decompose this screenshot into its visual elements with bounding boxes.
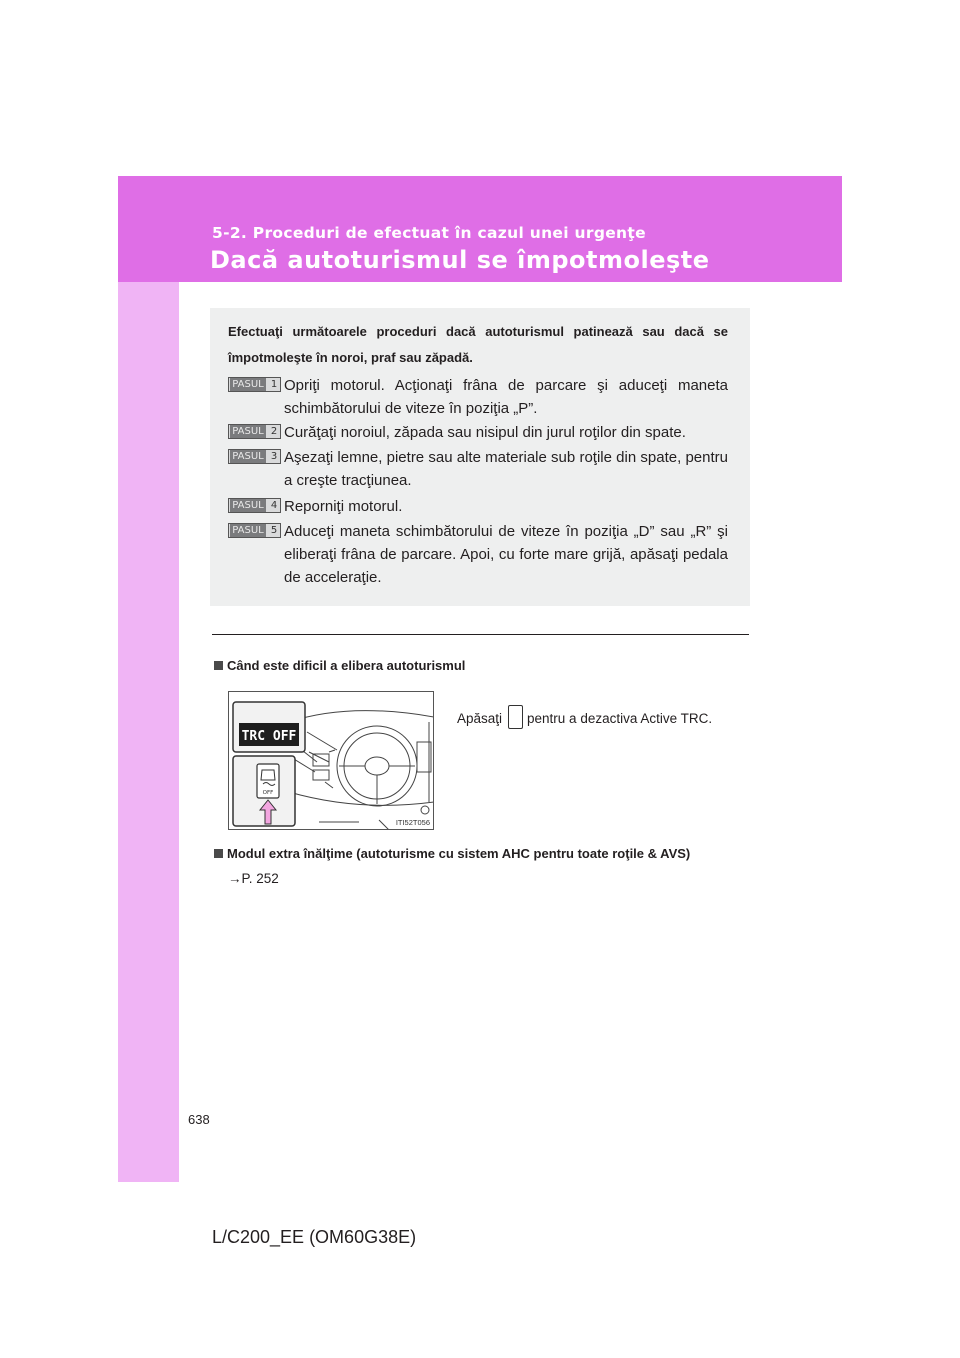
note-heading-text: Modul extra înălţime (autoturisme cu sistem AHC pentru toate roţile & AVS) bbox=[227, 846, 691, 861]
off-button-label: OFF bbox=[262, 790, 274, 796]
step-badge-number: 4 bbox=[270, 500, 278, 511]
page-title: Dacă autoturismul se împotmoleşte bbox=[210, 246, 710, 274]
step-badge-number: 5 bbox=[270, 525, 278, 536]
dashboard-drawing-icon bbox=[229, 692, 434, 830]
step-badge bbox=[228, 377, 281, 392]
trc-off-illustration bbox=[228, 691, 434, 830]
step-text: Aduceţi maneta schimbătorului de viteze în poziţia „D” sau „R” şi eliberaţi frâna de parcare. Apoi, cu forte mare grijă, apăsaţi pedala de acceleraţie. bbox=[284, 523, 728, 586]
step-badge-word: PASUL bbox=[230, 450, 266, 463]
note-heading bbox=[214, 846, 690, 861]
step-text: Reporniţi motorul. bbox=[284, 498, 403, 515]
note-heading-text: Când este dificil a elibera autoturismul bbox=[227, 658, 466, 673]
step-badge-word: PASUL bbox=[230, 378, 266, 391]
footer-model-code: L/C200_EE (OM60G38E) bbox=[212, 1227, 417, 1247]
square-bullet-icon bbox=[214, 661, 223, 670]
note-heading bbox=[214, 658, 465, 673]
trc-off-display-text: TRC OFF bbox=[241, 729, 297, 744]
step-badge-number: 3 bbox=[270, 451, 278, 462]
caption-before: Apăsaţi bbox=[457, 711, 503, 726]
step-badge-word: PASUL bbox=[230, 524, 266, 537]
side-color-band bbox=[118, 176, 179, 1182]
trc-off-switch-icon bbox=[508, 705, 523, 729]
step-text: Curăţaţi noroiul, zăpada sau nisipul din jurul roţilor din spate. bbox=[284, 424, 686, 441]
section-label: 5-2. Proceduri de efectuat în cazul unei urgenţe bbox=[212, 224, 646, 242]
step-badge bbox=[228, 498, 281, 513]
step-badge bbox=[228, 424, 281, 439]
caption-after: pentru a dezactiva Active TRC. bbox=[527, 711, 713, 726]
step-badge bbox=[228, 449, 281, 464]
step-badge-word: PASUL bbox=[230, 499, 266, 512]
step-badge-number: 2 bbox=[270, 426, 278, 437]
step-text: Aşezaţi lemne, pietre sau alte materiale sub roţile din spate, pentru a creşte tracţiunea. bbox=[284, 449, 728, 489]
illustration-caption bbox=[457, 705, 712, 731]
step-text: Opriţi motorul. Acţionaţi frâna de parcare şi aduceţi maneta schimbătorului de viteze în poziţia „P”. bbox=[284, 377, 728, 417]
illustration-code: ITI52T056 bbox=[395, 818, 430, 827]
step-badge-number: 1 bbox=[270, 379, 278, 390]
page-reference: →P. 252 bbox=[228, 871, 279, 886]
step-badge-word: PASUL bbox=[230, 425, 266, 438]
square-bullet-icon bbox=[214, 849, 223, 858]
step-badge bbox=[228, 523, 281, 538]
page-number: 638 bbox=[188, 1112, 210, 1127]
procedure-intro: Efectuaţi următoarele proceduri dacă autoturismul patinează sau dacă se împotmoleşte în noroi, praf sau zăpadă. bbox=[228, 324, 728, 365]
section-divider bbox=[212, 634, 749, 635]
